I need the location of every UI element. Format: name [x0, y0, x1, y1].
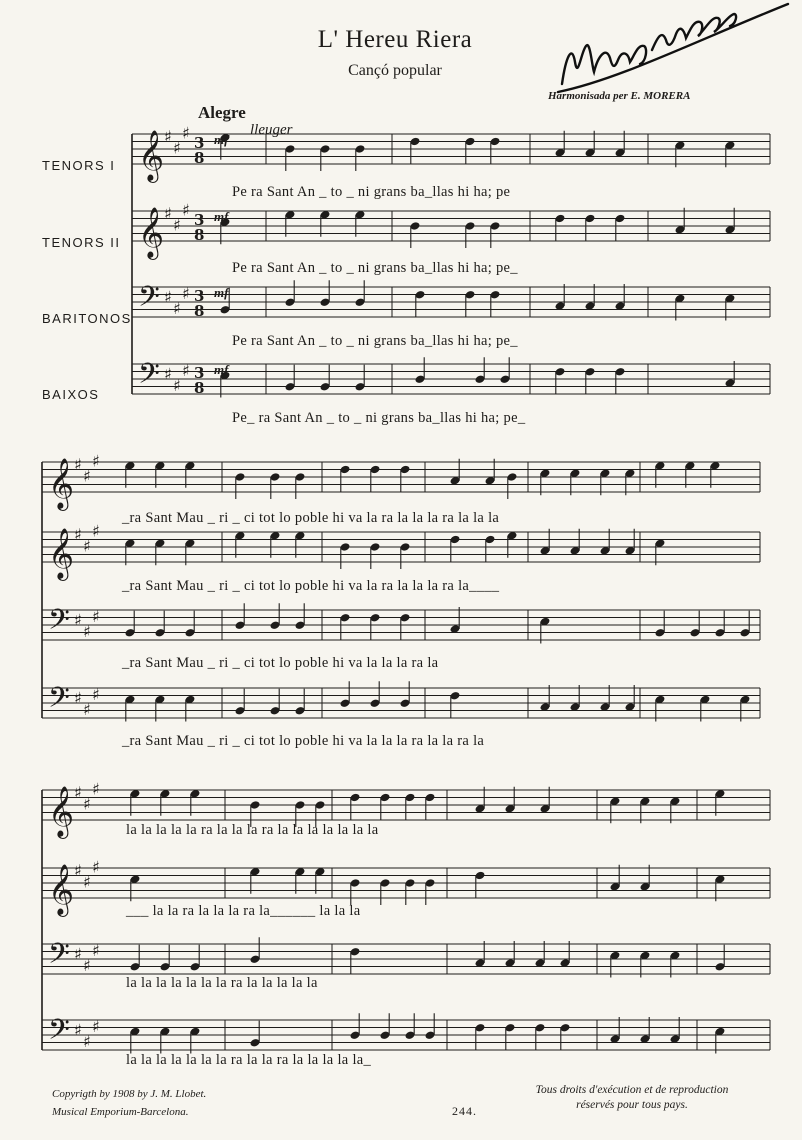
time-signature-bottom: 8: [194, 226, 205, 244]
footer-rights-block: [482, 1083, 782, 1113]
arrangement-credit: Harmonisada per E. MORERA: [548, 90, 691, 102]
time-signature-top: 3: [194, 211, 205, 229]
sharp-icon: ♯: [74, 688, 82, 708]
dynamic-mf-tenors-2: mf: [214, 209, 229, 224]
time-signature-top: 3: [194, 364, 205, 382]
sharp-icon: ♯: [74, 1020, 82, 1040]
tempo-marking: Alegre: [198, 103, 246, 122]
part-label-tenors-2: TENORS II: [42, 235, 121, 250]
page-number: 244.: [452, 1104, 477, 1118]
sharp-icon: ♯: [173, 138, 181, 158]
sharp-icon: ♯: [74, 525, 82, 544]
treble-clef-icon: 𝄞: [138, 207, 165, 258]
sharp-icon: ♯: [182, 283, 190, 303]
part-label-baixos: BAIXOS: [42, 387, 100, 402]
dynamic-mf-baritonos: mf: [214, 285, 229, 300]
treble-clef-icon: 𝄞: [48, 458, 75, 509]
sharp-icon: ♯: [74, 455, 82, 474]
bass-clef-icon: 𝄢: [48, 1013, 70, 1054]
sharp-icon: ♯: [173, 298, 181, 318]
sharp-icon: ♯: [164, 204, 172, 223]
sharp-icon: ♯: [74, 610, 82, 630]
sharp-icon: ♯: [164, 127, 172, 146]
bass-clef-icon: 𝄢: [138, 357, 160, 398]
lyrics-s1-tenors-1: Pe ra Sant An _ to _ ni grans ba_llas hi ha; pe: [232, 184, 511, 200]
sharp-icon: ♯: [92, 684, 100, 704]
time-signature-top: 3: [194, 134, 205, 152]
sharp-icon: ♯: [83, 466, 91, 486]
lyrics-s1-tenors-2: Pe ra Sant An _ to _ ni grans ba_llas hi ha; pe_: [232, 260, 518, 276]
copyright-line: Copyrigth by 1908 by J. M. Llobet.: [52, 1088, 207, 1100]
sharp-icon: ♯: [83, 621, 91, 641]
lyrics-s3-baritonos: la la la la la la la ra la la la la la: [126, 975, 318, 991]
sharp-icon: ♯: [92, 521, 100, 541]
sharp-icon: ♯: [92, 779, 100, 799]
sharp-icon: ♯: [83, 1031, 91, 1051]
sharp-icon: ♯: [83, 699, 91, 719]
sharp-icon: ♯: [83, 955, 91, 975]
rights-line-1: Tous droits d'exécution et de reproduction: [535, 1084, 729, 1096]
sharp-icon: ♯: [173, 215, 181, 235]
tempo-modifier: lleuger: [250, 122, 293, 138]
lyrics-s1-baritonos: Pe ra Sant An _ to _ ni grans ba_llas hi ha; pe_: [232, 333, 518, 349]
bass-clef-icon: 𝄢: [48, 603, 70, 644]
sharp-icon: ♯: [92, 451, 100, 471]
sharp-icon: ♯: [182, 200, 190, 220]
sharp-icon: ♯: [92, 606, 100, 626]
lyrics-s2-tenors-1: _ra Sant Mau _ ri _ ci tot lo poble hi va la ra la la la ra la la la: [122, 510, 500, 526]
sharp-icon: ♯: [74, 944, 82, 964]
sharp-icon: ♯: [92, 857, 100, 877]
lyrics-s2-tenors-2: _ra Sant Mau _ ri _ ci tot lo poble hi va la ra la la la ra la____: [122, 578, 500, 594]
sharp-icon: ♯: [83, 872, 91, 892]
sharp-icon: ♯: [92, 1016, 100, 1036]
dynamic-mf-tenors-1: mf: [214, 132, 229, 147]
sharp-icon: ♯: [173, 375, 181, 395]
publisher-line: Musical Emporium-Barcelona.: [52, 1106, 189, 1118]
sharp-icon: ♯: [92, 940, 100, 960]
lyrics-s3-tenors-2: ___ la la ra la la la ra la______ la la la: [126, 903, 361, 919]
dynamic-mf-baixos: mf: [214, 362, 229, 377]
sharp-icon: ♯: [164, 364, 172, 384]
rights-line-2: réservés pour tous pays.: [576, 1099, 688, 1111]
lyrics-s3-baixos: la la la la la la la ra la la ra la la la la la_: [126, 1052, 372, 1068]
lyrics-s3-tenors-1: la la la la la ra la la la ra la la la la la la la: [126, 822, 379, 838]
sharp-icon: ♯: [83, 536, 91, 556]
bass-clef-icon: 𝄢: [48, 937, 70, 978]
sharp-icon: ♯: [74, 783, 82, 802]
treble-clef-icon: 𝄞: [138, 130, 165, 181]
lyrics-s1-baixos: Pe_ ra Sant An _ to _ ni grans ba_llas hi ha; pe_: [232, 410, 526, 426]
footer-copyright-block: [52, 1085, 206, 1121]
bass-clef-icon: 𝄢: [138, 280, 160, 321]
time-signature-bottom: 8: [194, 379, 205, 397]
song-title: L' Hereu Riera: [317, 26, 473, 53]
treble-clef-icon: 𝄞: [48, 786, 75, 837]
song-subtitle: Cançó popular: [348, 62, 442, 79]
sharp-icon: ♯: [164, 287, 172, 307]
sharp-icon: ♯: [182, 360, 190, 380]
part-label-tenors-1: TENORS I: [42, 158, 116, 173]
time-signature-top: 3: [194, 287, 205, 305]
time-signature-bottom: 8: [194, 302, 205, 320]
bass-clef-icon: 𝄢: [48, 681, 70, 722]
sharp-icon: ♯: [182, 123, 190, 143]
lyrics-s2-baritonos: _ra Sant Mau _ ri _ ci tot lo poble hi va la la la ra la: [122, 655, 439, 671]
time-signature-bottom: 8: [194, 149, 205, 167]
part-label-baritonos: BARITONOS: [42, 311, 132, 326]
treble-clef-icon: 𝄞: [48, 528, 75, 579]
sharp-icon: ♯: [83, 794, 91, 814]
treble-clef-icon: 𝄞: [48, 864, 75, 915]
sharp-icon: ♯: [74, 861, 82, 880]
lyrics-s2-baixos: _ra Sant Mau _ ri _ ci tot lo poble hi va la la la ra la la ra la: [122, 733, 485, 749]
